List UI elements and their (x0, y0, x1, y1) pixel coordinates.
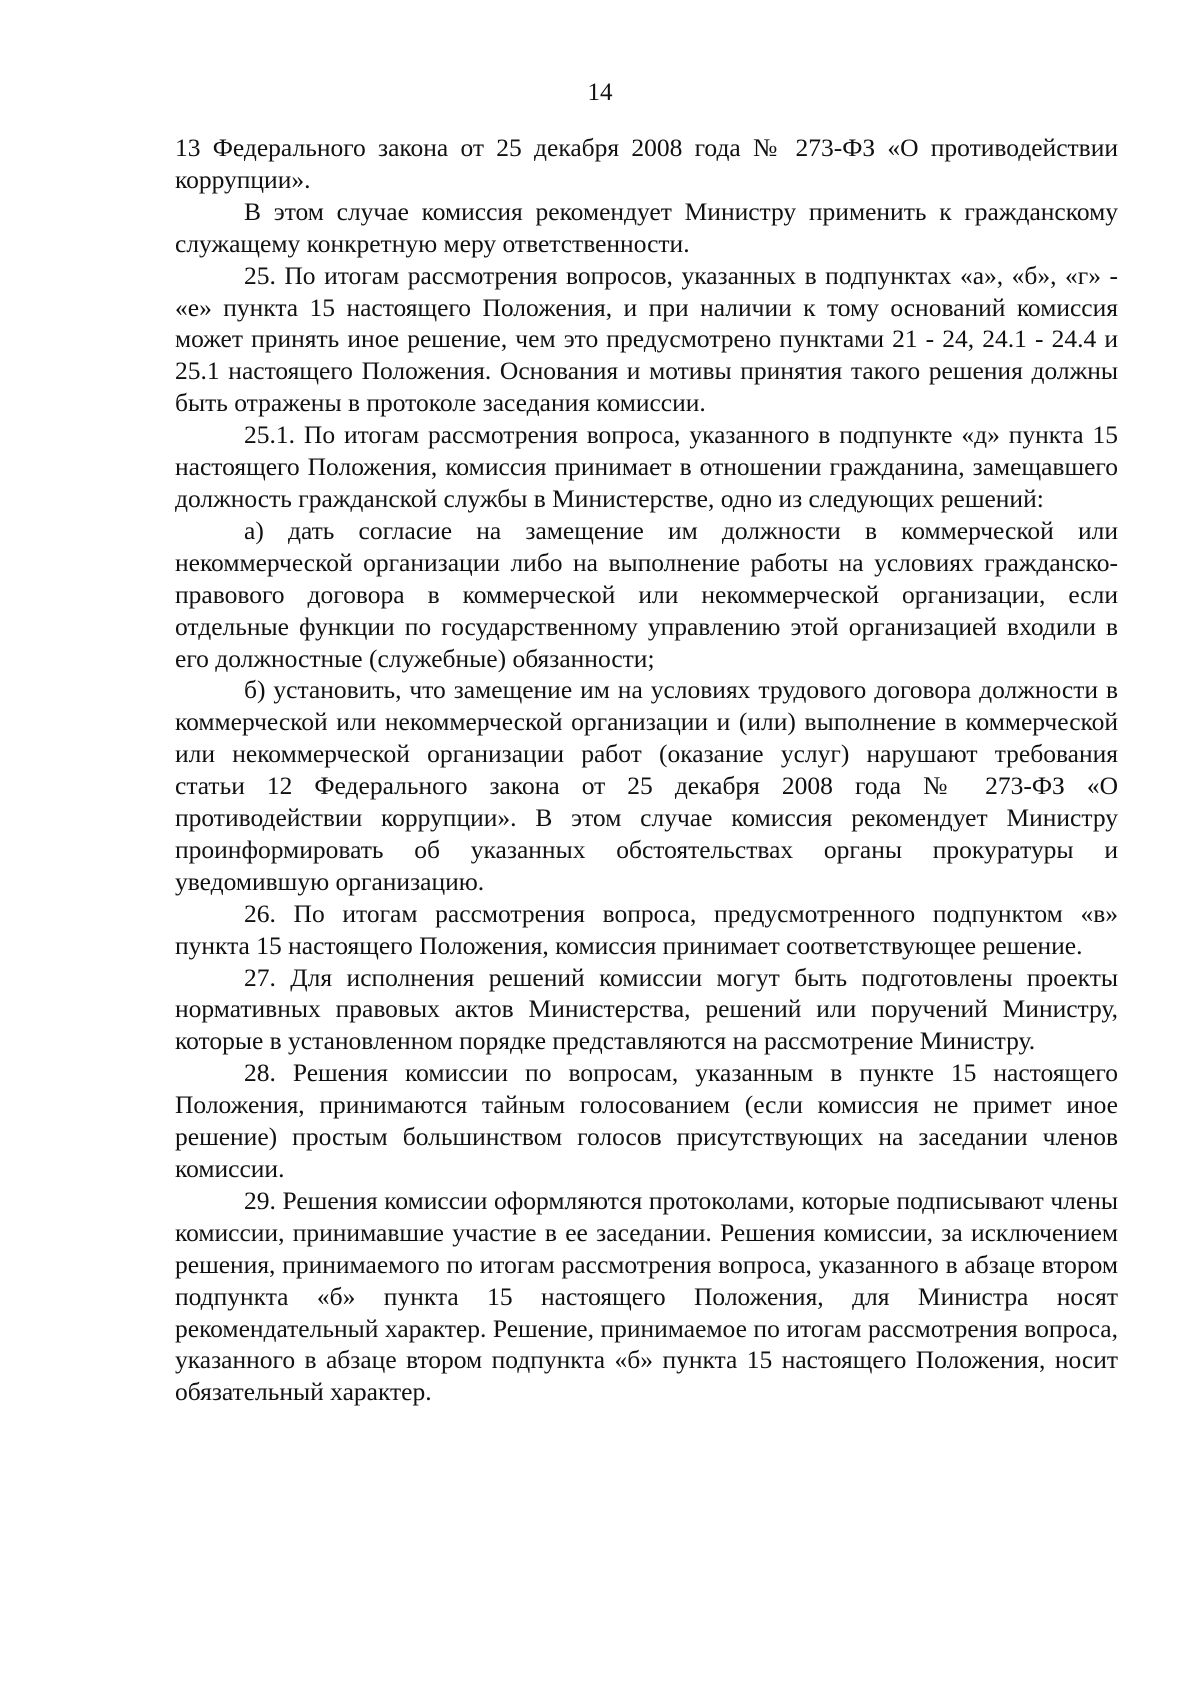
paragraph-25-1: 25.1. По итогам рассмотрения вопроса, указанного в подпункте «д» пункта 15 настоящего Положения, комиссия принимает в отношении гражданина, замещавшего должность гражданской службы в Министерстве, одно из следующих решений: (175, 420, 1118, 513)
paragraph-25: 25. По итогам рассмотрения вопросов, указанных в подпунктах «а», «б», «г» - «е» пункта 15 настоящего Положения, и при наличии к тому оснований комиссия может принять иное решение, чем это предусмотрено пунктами 21 - 24, 24.1 - 24.4 и 25.1 настоящего Положения. Основания и мотивы принятия такого решения должны быть отражены в протоколе заседания комиссии. (175, 260, 1118, 418)
paragraph-27: 27. Для исполнения решений комиссии могут быть подготовлены проекты нормативных правовых актов Министерства, решений или поручений Министру, которые в установленном порядке представляются на рассмотрение Министру. (175, 962, 1118, 1056)
page-number: 14 (587, 79, 613, 106)
paragraph-26: 26. По итогам рассмотрения вопроса, предусмотренного подпунктом «в» пункта 15 настоящего Положения, комиссия принимает соответствующее решение. (175, 898, 1118, 960)
paragraph-28: 28. Решения комиссии по вопросам, указанным в пункте 15 настоящего Положения, принимаются тайным голосованием (если комиссия не примет иное решение) простым большинством голосов присутствующих на заседании членов комиссии. (175, 1058, 1118, 1183)
document-body (175, 132, 1118, 1408)
subparagraph-a: а) дать согласие на замещение им должности в коммерческой или некоммерческой организации либо на выполнение работы на условиях гражданско-правового договора в коммерческой или некоммерческой организации, если отдельные функции по государственному управлению этой организацией входили в его должностные (служебные) обязанности; (175, 515, 1118, 673)
paragraph-29: 29. Решения комиссии оформляются протоколами, которые подписывают члены комиссии, принимавшие участие в ее заседании. Решения комиссии, за исключением решения, принимаемого по итогам рассмотрения вопроса, указанного в абзаце втором подпункта «б» пункта 15 настоящего Положения, для Министра носят рекомендательный характер. Решение, принимаемое по итогам рассмотрения вопроса, указанного в абзаце втором подпункта «б» пункта 15 настоящего Положения, носит обязательный характер. (175, 1185, 1118, 1407)
paragraph: В этом случае комиссия рекомендует Министру применить к гражданскому служащему конкретную меру ответственности. (175, 196, 1118, 258)
paragraph-continuation: 13 Федерального закона от 25 декабря 2008 года № 273-ФЗ «О противодействии коррупции». (175, 133, 1118, 194)
subparagraph-b: б) установить, что замещение им на условиях трудового договора должности в коммерческой или некоммерческой организации и (или) выполнение в коммерческой или некоммерческой организации работ (оказание услуг) нарушают требования статьи 12 Федерального закона от 25 декабря 2008 года № 273-ФЗ «О противодействии коррупции». В этом случае комиссия рекомендует Министру проинформировать об указанных обстоятельствах органы прокуратуры и уведомившую организацию. (175, 675, 1118, 896)
